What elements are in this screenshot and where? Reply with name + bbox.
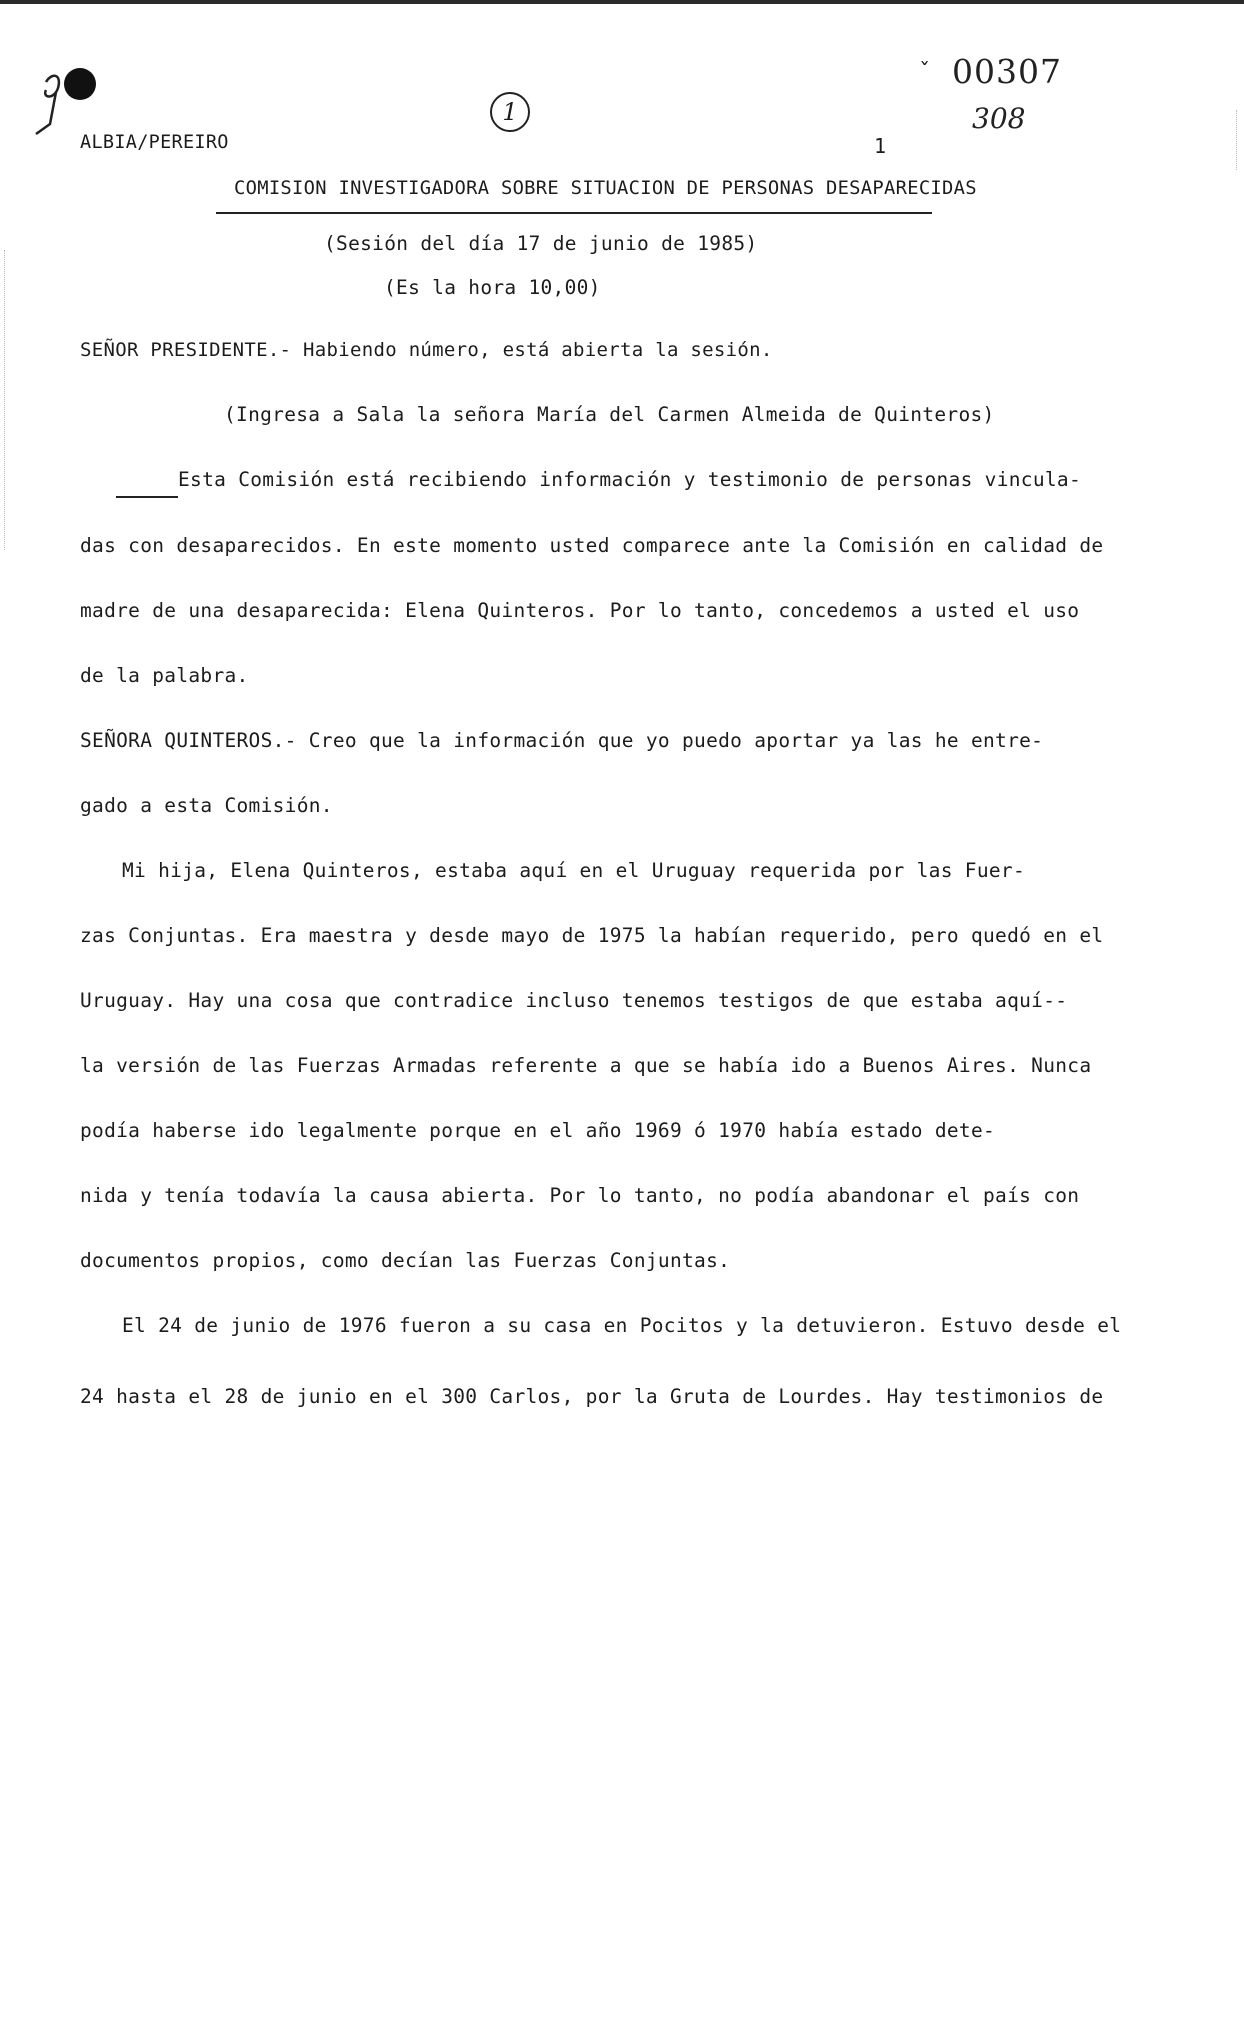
text-line-12: la versión de las Fuerzas Armadas referente a que se había ido a Buenos Aires. Nunca [80,1054,1092,1077]
margin-dots [4,250,9,550]
text-line-6: de la palabra. [80,664,249,687]
circled-page-marker: 1 [490,92,530,132]
document-title: COMISION INVESTIGADORA SOBRE SITUACION DE PERSONAS DESAPARECIDAS [234,178,977,199]
session-time: (Es la hora 10,00) [384,276,601,299]
text-line-9: Mi hija, Elena Quinteros, estaba aquí en el Uruguay requerida por las Fuer- [122,859,1025,882]
text-line-13: podía haberse ido legalmente porque en el año 1969 ó 1970 había estado dete- [80,1119,996,1142]
text-line-5: madre de una desaparecida: Elena Quinteros. Por lo tanto, concedemos a usted el uso [80,599,1080,622]
paragraph-rule [116,496,178,498]
text-line-7: SEÑORA QUINTEROS.- Creo que la información que yo puedo aportar ya las he entre- [80,729,1044,752]
handwritten-folio-number: 308 [972,102,1026,135]
session-date: (Sesión del día 17 de junio de 1985) [324,232,758,255]
text-line-2: (Ingresa a Sala la señora María del Carmen Almeida de Quinteros) [224,403,995,426]
title-underline [216,212,932,214]
archive-number: 00307 [952,52,1062,91]
text-line-11: Uruguay. Hay una cosa que contradice incluso tenemos testigos de que estaba aquí-- [80,989,1068,1012]
margin-dots-right [1236,110,1241,170]
top-border [0,0,1244,4]
text-line-8: gado a esta Comisión. [80,794,333,817]
text-line-3: Esta Comisión está recibiendo información y testimonio de personas vincula- [178,468,1081,491]
text-line-10: zas Conjuntas. Era maestra y desde mayo de 1975 la habían requerido, pero quedó en el [80,924,1104,947]
archive-dash: ˇ [918,60,932,85]
page-number: 1 [874,134,887,158]
text-line-17: 24 hasta el 28 de junio en el 300 Carlos, por la Gruta de Lourdes. Hay testimonios de [80,1385,1104,1408]
text-line-4: das con desaparecidos. En este momento usted comparece ante la Comisión en calidad de [80,534,1104,557]
text-line-16: El 24 de junio de 1976 fueron a su casa en Pocitos y la detuvieron. Estuvo desde el [122,1314,1122,1337]
text-line-1: SEÑOR PRESIDENTE.- Habiendo número, está abierta la sesión. [80,339,773,361]
typist-initials: ALBIA/PEREIRO [80,132,229,153]
handwritten-stamp-mark [32,62,102,138]
text-line-14: nida y tenía todavía la causa abierta. Por lo tanto, no podía abandonar el país con [80,1184,1080,1207]
text-line-15: documentos propios, como decían las Fuerzas Conjuntas. [80,1249,731,1272]
